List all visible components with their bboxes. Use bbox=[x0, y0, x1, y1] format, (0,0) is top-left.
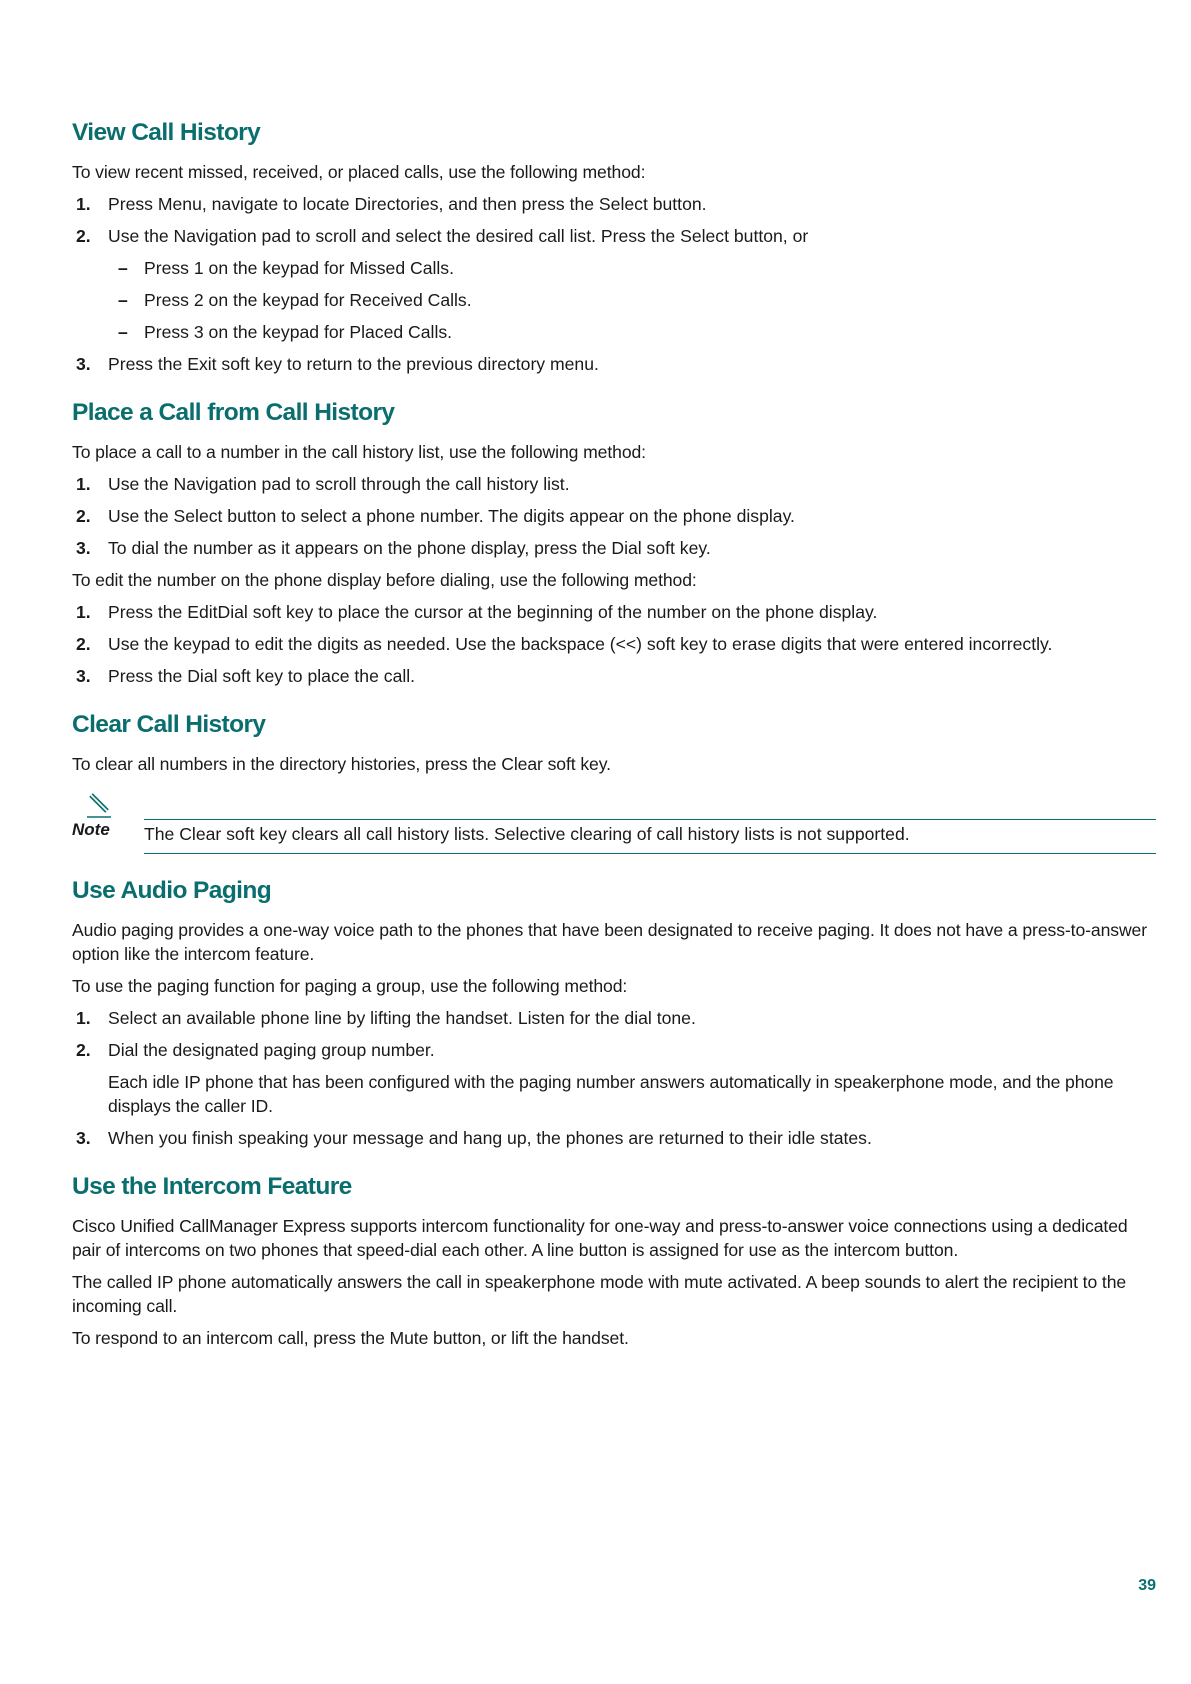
step bbox=[72, 600, 1156, 624]
steps-list bbox=[72, 192, 1156, 376]
heading-audio-paging: Use Audio Paging bbox=[72, 877, 272, 904]
step-number: 1. bbox=[76, 194, 91, 214]
step-paragraph: Each idle IP phone that has been configured with the paging number answers automatically in speakerphone mode, and the phone displays the caller ID. bbox=[108, 1072, 1114, 1116]
heading-intercom: Use the Intercom Feature bbox=[72, 1173, 352, 1200]
step bbox=[72, 504, 1156, 528]
heading-clear-call-history: Clear Call History bbox=[72, 711, 266, 738]
sub-item-text: Press 1 on the keypad for Missed Calls. bbox=[144, 258, 454, 278]
step-number: 2. bbox=[76, 634, 91, 654]
step bbox=[72, 1126, 1156, 1150]
step-number: 1. bbox=[76, 474, 91, 494]
intro-text: To clear all numbers in the directory histories, press the Clear soft key. bbox=[72, 754, 611, 774]
step-number: 2. bbox=[76, 1040, 91, 1060]
step-text: Use the Select button to select a phone number. The digits appear on the phone display. bbox=[108, 506, 795, 526]
step-text: To dial the number as it appears on the phone display, press the Dial soft key. bbox=[108, 538, 711, 558]
sub-list bbox=[108, 256, 1156, 344]
sub-item: – Press 3 on the keypad for Placed Calls. bbox=[118, 322, 453, 342]
section-intercom bbox=[72, 1172, 1156, 1350]
section-audio-paging bbox=[72, 876, 1156, 1150]
step-number: 2. bbox=[76, 226, 91, 246]
intro-text-2: To edit the number on the phone display before dialing, use the following method: bbox=[72, 570, 697, 590]
step-number: 3. bbox=[76, 1128, 91, 1148]
step-text: Press Menu, navigate to locate Directories, and then press the Select button. bbox=[108, 194, 707, 214]
paragraph: Cisco Unified CallManager Express supports intercom functionality for one-way and press-to-answer voice connections using a dedicated pair of intercoms on two phones that speed-dial each other. A line button is assigned for use as the intercom button. bbox=[72, 1216, 1128, 1260]
step-text: Press the Exit soft key to return to the previous directory menu. bbox=[108, 354, 599, 374]
note-text: The Clear soft key clears all call history lists. Selective clearing of call history lists is not supported. bbox=[144, 824, 910, 844]
step bbox=[72, 1006, 1156, 1030]
step-number: 2. bbox=[76, 506, 91, 526]
page-number: 39 bbox=[1138, 1577, 1156, 1594]
steps-list bbox=[72, 472, 1156, 560]
sub-item-text: Press 2 on the keypad for Received Calls. bbox=[144, 290, 472, 310]
step-text: Dial the designated paging group number. bbox=[108, 1040, 435, 1060]
step-text: Use the keypad to edit the digits as needed. Use the backspace (<<) soft key to erase digits that were entered incorrectly. bbox=[108, 634, 1053, 654]
intro-text: To view recent missed, received, or placed calls, use the following method: bbox=[72, 162, 646, 182]
step bbox=[72, 1038, 1156, 1062]
step bbox=[72, 352, 1156, 376]
step bbox=[72, 192, 1156, 216]
step bbox=[72, 224, 1156, 344]
section-clear-call-history bbox=[72, 710, 1156, 858]
sub-item: – Press 1 on the keypad for Missed Calls. bbox=[118, 258, 454, 278]
document-page bbox=[72, 118, 1156, 1372]
step-number: 3. bbox=[76, 354, 91, 374]
paragraph: The called IP phone automatically answers the call in speakerphone mode with mute activated. A beep sounds to alert the recipient to the incoming call. bbox=[72, 1272, 1127, 1316]
note-rule-bottom bbox=[144, 853, 1156, 854]
sub-item-text: Press 3 on the keypad for Placed Calls. bbox=[144, 322, 453, 342]
step bbox=[72, 472, 1156, 496]
step-text: Press the Dial soft key to place the call. bbox=[108, 666, 416, 686]
note-rule-top bbox=[144, 819, 1156, 820]
sub-item: – Press 2 on the keypad for Received Calls. bbox=[118, 290, 472, 310]
step-number: 1. bbox=[76, 602, 91, 622]
step-number: 3. bbox=[76, 666, 91, 686]
steps-list-2 bbox=[72, 1126, 1156, 1150]
step bbox=[72, 632, 1156, 656]
section-place-call bbox=[72, 398, 1156, 688]
step-text: Use the Navigation pad to scroll and select the desired call list. Press the Select button, or bbox=[108, 226, 809, 246]
intro-text: Audio paging provides a one-way voice path to the phones that have been designated to receive paging. It does not have a press-to-answer option like the intercom feature. bbox=[72, 920, 1148, 964]
pencil-icon bbox=[87, 792, 111, 818]
note-label: Note bbox=[72, 820, 110, 839]
step-text: Use the Navigation pad to scroll through the call history list. bbox=[108, 474, 570, 494]
step bbox=[72, 536, 1156, 560]
section-view-call-history bbox=[72, 118, 1156, 376]
step bbox=[72, 664, 1156, 688]
intro-text: To place a call to a number in the call history list, use the following method: bbox=[72, 442, 646, 462]
steps-list-2 bbox=[72, 600, 1156, 688]
step-text: Select an available phone line by lifting the handset. Listen for the dial tone. bbox=[108, 1008, 696, 1028]
step-text: Press the EditDial soft key to place the cursor at the beginning of the number on the phone display. bbox=[108, 602, 878, 622]
heading-place-call: Place a Call from Call History bbox=[72, 399, 395, 426]
intro-text-2: To use the paging function for paging a group, use the following method: bbox=[72, 976, 628, 996]
paragraph: To respond to an intercom call, press the Mute button, or lift the handset. bbox=[72, 1328, 629, 1348]
step-number: 1. bbox=[76, 1008, 91, 1028]
step-number: 3. bbox=[76, 538, 91, 558]
steps-list bbox=[72, 1006, 1156, 1062]
heading-view-call-history: View Call History bbox=[72, 119, 261, 146]
note-box bbox=[72, 788, 1156, 858]
step-text: When you finish speaking your message and hang up, the phones are returned to their idle states. bbox=[108, 1128, 872, 1148]
